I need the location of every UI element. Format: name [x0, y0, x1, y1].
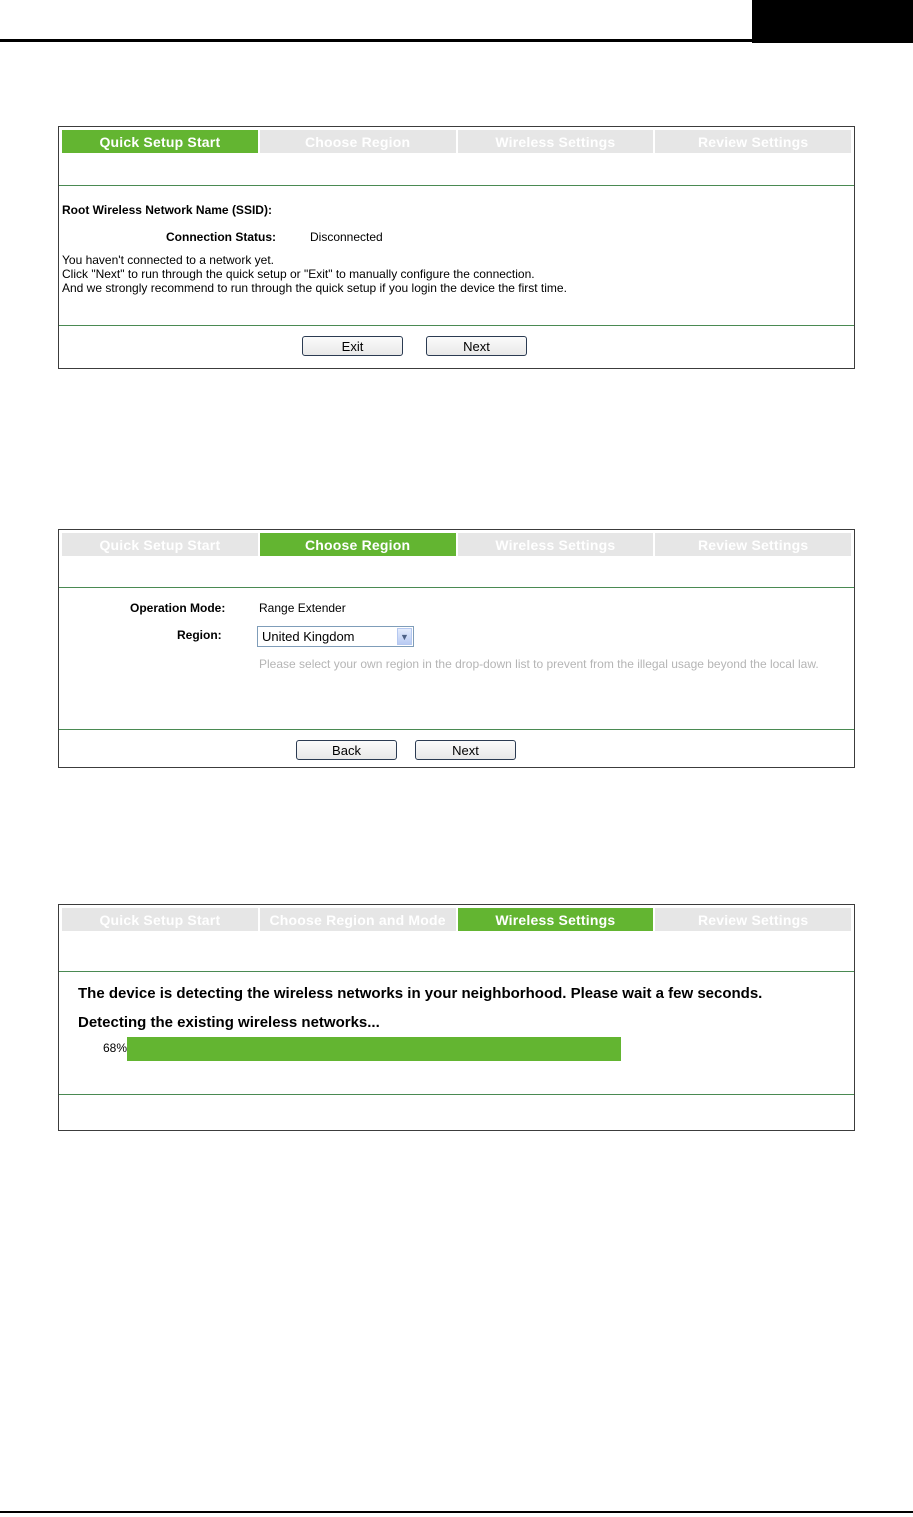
operation-mode-value: Range Extender [259, 601, 346, 615]
message-line: Click "Next" to run through the quick setup or "Exit" to manually configure the connection. [62, 267, 535, 281]
divider [59, 971, 854, 972]
chevron-down-icon[interactable]: ▼ [397, 628, 412, 645]
detecting-subheading: Detecting the existing wireless networks... [78, 1014, 380, 1031]
connection-status-value: Disconnected [310, 230, 383, 244]
divider [59, 185, 854, 186]
tab-wireless-settings[interactable]: Wireless Settings [458, 908, 654, 931]
back-button[interactable]: Back [296, 740, 397, 760]
message-line: And we strongly recommend to run through the quick setup if you login the device the first time. [62, 281, 567, 295]
exit-button[interactable]: Exit [302, 336, 403, 356]
region-hint: Please select your own region in the drop-down list to prevent from the illegal usage beyond the local law. [259, 657, 819, 671]
tab-choose-region-and-mode[interactable]: Choose Region and Mode [260, 908, 456, 931]
tab-wireless-settings[interactable]: Wireless Settings [458, 533, 654, 556]
header-rule [0, 39, 757, 42]
progress-percent: 68% [103, 1041, 128, 1055]
divider [59, 325, 854, 326]
tab-review-settings[interactable]: Review Settings [655, 130, 851, 153]
footer-rule [0, 1511, 913, 1513]
tab-choose-region[interactable]: Choose Region [260, 130, 456, 153]
tab-review-settings[interactable]: Review Settings [655, 908, 851, 931]
progress-fill [127, 1037, 621, 1061]
ssid-label: Root Wireless Network Name (SSID): [62, 203, 272, 217]
tab-review-settings[interactable]: Review Settings [655, 533, 851, 556]
region-select[interactable] [257, 626, 414, 647]
tab-quick-setup-start[interactable]: Quick Setup Start [62, 908, 258, 931]
connection-status-label: Connection Status: [166, 230, 276, 244]
divider [59, 729, 854, 730]
wizard-tabs [62, 130, 851, 153]
quick-setup-start-panel [58, 126, 855, 369]
tab-wireless-settings[interactable]: Wireless Settings [458, 130, 654, 153]
divider [59, 587, 854, 588]
divider [59, 1094, 854, 1095]
tab-quick-setup-start[interactable]: Quick Setup Start [62, 130, 258, 153]
detecting-heading: The device is detecting the wireless networks in your neighborhood. Please wait a few seconds. [78, 985, 763, 1002]
tab-choose-region[interactable]: Choose Region [260, 533, 456, 556]
next-button[interactable]: Next [426, 336, 527, 356]
wireless-settings-panel [58, 904, 855, 1131]
progress-bar [127, 1037, 854, 1061]
wizard-tabs [62, 533, 851, 556]
wizard-tabs [62, 908, 851, 931]
choose-region-panel [58, 529, 855, 768]
next-button[interactable]: Next [415, 740, 516, 760]
region-select-value: United Kingdom [262, 629, 355, 644]
operation-mode-label: Operation Mode: [130, 601, 226, 615]
header-page-block [752, 0, 913, 43]
message-line: You haven't connected to a network yet. [62, 253, 274, 267]
tab-quick-setup-start[interactable]: Quick Setup Start [62, 533, 258, 556]
region-label: Region: [177, 628, 222, 642]
